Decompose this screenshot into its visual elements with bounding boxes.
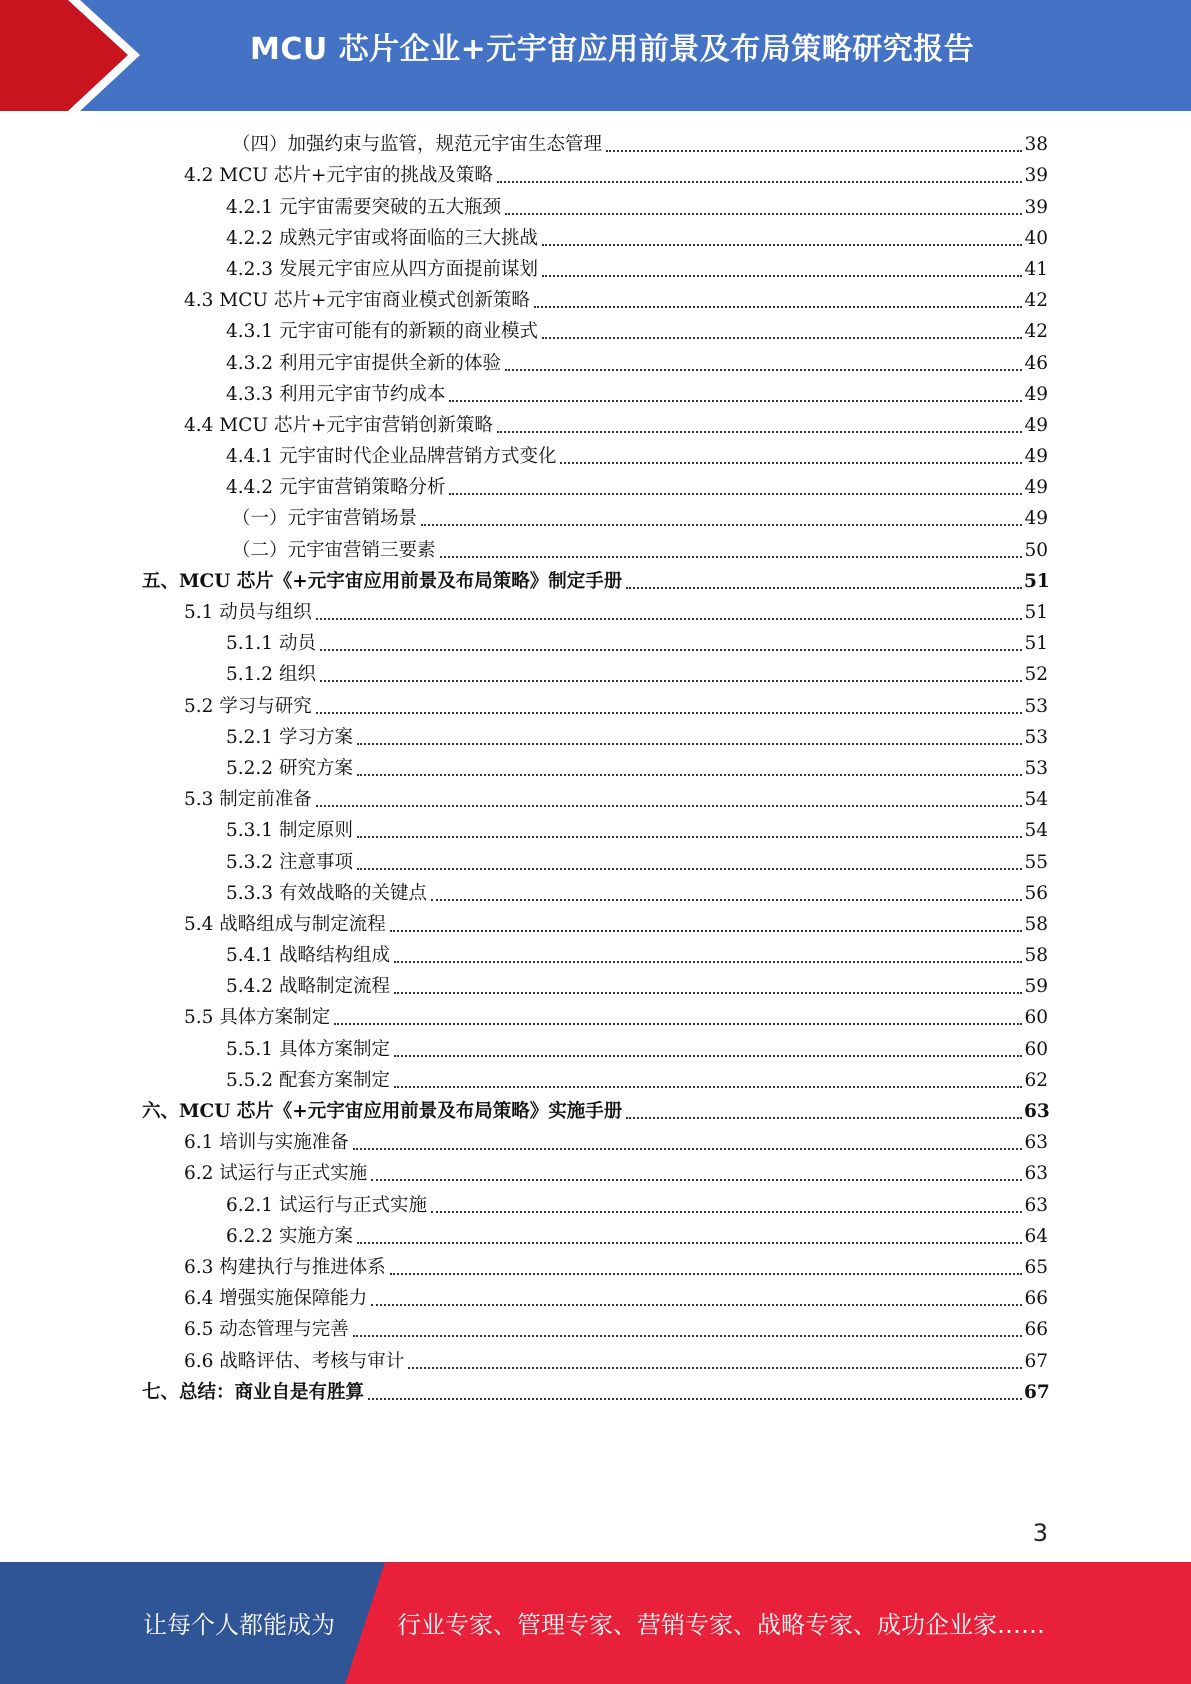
toc-dot-leader [408,1367,1022,1369]
toc-entry-title: 5.3.2 注意事项 [226,851,353,873]
toc-dot-leader [449,400,1022,402]
toc-entry[interactable] [0,752,1191,783]
toc-entry-title: 5.2.2 研究方案 [226,757,353,779]
toc-entry-page: 58 [1024,913,1048,935]
toc-entry-page: 53 [1024,757,1048,779]
toc-entry-page: 42 [1024,321,1048,343]
toc-entry-title: 5.3.1 制定原则 [226,820,353,842]
toc-dot-leader [431,1211,1022,1213]
toc-entry[interactable] [0,159,1191,190]
toc-dot-leader [626,587,1022,589]
page-number: 3 [1032,1519,1048,1547]
toc-dot-leader [316,618,1022,620]
toc-entry[interactable] [0,1126,1191,1157]
toc-entry[interactable] [0,908,1191,939]
toc-entry-page: 67 [1024,1381,1050,1403]
toc-dot-leader [371,1179,1022,1181]
toc-entry-title: 4.2 MCU 芯片+元宇宙的挑战及策略 [184,165,493,187]
toc-entry-page: 54 [1024,789,1048,811]
toc-entry[interactable] [0,596,1191,627]
toc-chapter-entry[interactable] [0,1095,1191,1126]
toc-entry-title: 4.3.2 利用元宇宙提供全新的体验 [226,352,501,374]
toc-entry-page: 49 [1024,383,1048,405]
toc-entry-page: 50 [1024,539,1048,561]
toc-entry[interactable] [0,970,1191,1001]
toc-entry[interactable] [0,1220,1191,1251]
toc-entry-page: 55 [1024,851,1048,873]
toc-entry[interactable] [0,1001,1191,1032]
toc-dot-leader [421,524,1022,526]
toc-entry-page: 63 [1024,1132,1048,1154]
toc-dot-leader [334,1023,1022,1025]
toc-dot-leader [505,369,1022,371]
toc-entry[interactable] [0,378,1191,409]
toc-entry-page: 42 [1024,290,1048,312]
toc-entry-page: 39 [1024,165,1048,187]
toc-entry-page: 64 [1024,1225,1048,1247]
toc-dot-leader [394,961,1022,963]
toc-entry-title: 6.5 动态管理与完善 [184,1319,349,1341]
toc-dot-leader [357,743,1022,745]
toc-entry[interactable] [0,1313,1191,1344]
toc-entry-page: 65 [1024,1256,1048,1278]
toc-entry[interactable] [0,658,1191,689]
toc-entry[interactable] [0,315,1191,346]
toc-entry-page: 49 [1024,508,1048,530]
toc-dot-leader [497,431,1022,433]
toc-entry[interactable] [0,222,1191,253]
toc-dot-leader [505,213,1022,215]
toc-entry[interactable] [0,939,1191,970]
toc-entry[interactable] [0,533,1191,564]
toc-entry-page: 56 [1024,882,1048,904]
toc-dot-leader [390,1273,1022,1275]
toc-entry-page: 51 [1024,633,1048,655]
toc-dot-leader [368,1398,1022,1400]
toc-dot-leader [497,181,1022,183]
toc-entry[interactable] [0,627,1191,658]
toc-dot-leader [542,337,1022,339]
toc-entry-title: 4.2.1 元宇宙需要突破的五大瓶颈 [226,196,501,218]
toc-entry-page: 49 [1024,477,1048,499]
toc-entry-title: 6.3 构建执行与推进体系 [184,1256,386,1278]
toc-entry[interactable] [0,440,1191,471]
toc-entry-page: 53 [1024,695,1048,717]
toc-entry-page: 53 [1024,726,1048,748]
toc-entry-page: 54 [1024,820,1048,842]
toc-entry-title: 4.3 MCU 芯片+元宇宙商业模式创新策略 [184,290,530,312]
toc-entry-title: 5.4.1 战略结构组成 [226,945,390,967]
toc-entry-page: 63 [1024,1163,1048,1185]
toc-entry-page: 46 [1024,352,1048,374]
toc-entry[interactable] [0,721,1191,752]
toc-dot-leader [394,992,1022,994]
toc-entry-title: 4.2.3 发展元宇宙应从四方面提前谋划 [226,258,538,280]
toc-entry-title: 5.5 具体方案制定 [184,1007,331,1029]
toc-entry-title: 4.2.2 成熟元宇宙或将面临的三大挑战 [226,227,538,249]
toc-entry-page: 38 [1024,134,1048,156]
toc-dot-leader [542,244,1022,246]
toc-entry[interactable] [0,1344,1191,1375]
toc-dot-leader [316,712,1022,714]
toc-entry-page: 62 [1024,1069,1048,1091]
toc-entry-page: 63 [1024,1101,1050,1122]
toc-entry-page: 49 [1024,446,1048,468]
toc-entry-page: 49 [1024,414,1048,436]
toc-entry-page: 39 [1024,196,1048,218]
toc-entry[interactable] [0,409,1191,440]
toc-entry[interactable] [0,1188,1191,1219]
toc-entry-title: 5.1.1 动员 [226,633,316,655]
toc-dot-leader [449,493,1022,495]
toc-entry-title: 6.2.1 试运行与正式实施 [226,1194,427,1216]
toc-entry-page: 60 [1024,1038,1048,1060]
toc-entry[interactable] [0,284,1191,315]
toc-entry[interactable] [0,128,1191,159]
toc-entry[interactable] [0,783,1191,814]
toc-dot-leader [357,1242,1022,1244]
toc-entry-title: 5.1.2 组织 [226,664,316,686]
toc-entry-title: 6.1 培训与实施准备 [184,1132,349,1154]
toc-entry-title: 6.2.2 实施方案 [226,1225,353,1247]
toc-dot-leader [357,836,1022,838]
toc-dot-leader [320,680,1022,682]
toc-entry[interactable] [0,814,1191,845]
toc-entry-page: 63 [1024,1194,1048,1216]
toc-dot-leader [626,1117,1022,1119]
footer-slogan-right: 行业专家、管理专家、营销专家、战略专家、成功企业家…… [397,1611,1045,1639]
toc-entry-page: 58 [1024,945,1048,967]
toc-entry-page: 60 [1024,1007,1048,1029]
toc-entry-title: 6.6 战略评估、考核与审计 [184,1350,405,1372]
toc-entry[interactable] [0,877,1191,908]
toc-entry-title: 七、总结：商业自是有胜算 [142,1381,365,1403]
toc-entry-title: 6.4 增强实施保障能力 [184,1288,368,1310]
toc-entry-title: （二）元宇宙营销三要素 [232,539,436,561]
toc-entry-page: 66 [1024,1319,1048,1341]
toc-entry-title: 5.5.2 配套方案制定 [226,1069,390,1091]
toc-entry-page: 51 [1024,570,1050,592]
toc-dot-leader [542,275,1022,277]
toc-entry-title: （一）元宇宙营销场景 [232,508,418,530]
toc-dot-leader [357,868,1022,870]
toc-dot-leader [390,930,1022,932]
toc-entry-title: 五、MCU 芯片《+元宇宙应用前景及布局策略》制定手册 [142,570,623,592]
toc-entry-title: 六、MCU 芯片《+元宇宙应用前景及布局策略》实施手册 [142,1101,623,1122]
toc-entry-title: 5.1 动员与组织 [184,602,312,623]
toc-entry-title: 4.3.3 利用元宇宙节约成本 [226,383,446,405]
toc-chapter-entry[interactable] [0,565,1191,596]
toc-entry-page: 66 [1024,1288,1048,1310]
toc-entry-page: 40 [1024,227,1048,249]
header-chevron-shape [0,0,160,111]
toc-entry-title: 4.3.1 元宇宙可能有的新颖的商业模式 [226,321,538,343]
toc-entry-title: 4.4 MCU 芯片+元宇宙营销创新策略 [184,414,493,436]
toc-dot-leader [534,306,1022,308]
toc-dot-leader [394,1086,1022,1088]
toc-entry-page: 67 [1024,1350,1048,1372]
toc-dot-leader [353,1148,1022,1150]
table-of-contents [0,128,1191,1407]
toc-dot-leader [320,649,1022,651]
toc-entry-title: 5.5.1 具体方案制定 [226,1038,390,1060]
toc-entry-title: 5.4.2 战略制定流程 [226,976,390,998]
toc-entry-page: 52 [1024,664,1048,686]
toc-entry-title: 4.4.2 元宇宙营销策略分析 [226,477,446,499]
page-footer [0,1562,1191,1684]
toc-dot-leader [431,899,1022,901]
footer-slogan-left: 让每个人都能成为 [143,1611,335,1639]
report-title: MCU 芯片企业+元宇宙应用前景及布局策略研究报告 [250,32,975,67]
toc-dot-leader [394,1055,1022,1057]
toc-entry[interactable] [0,502,1191,533]
toc-dot-leader [560,462,1022,464]
toc-entry[interactable] [0,346,1191,377]
toc-entry-title: 5.4 战略组成与制定流程 [184,913,386,935]
toc-entry-title: （四）加强约束与监管，规范元宇宙生态管理 [232,134,603,156]
toc-entry[interactable] [0,689,1191,720]
toc-entry[interactable] [0,845,1191,876]
toc-entry-title: 4.4.1 元宇宙时代企业品牌营销方式变化 [226,446,557,468]
toc-dot-leader [316,805,1022,807]
toc-entry[interactable] [0,1157,1191,1188]
toc-entry[interactable] [0,1064,1191,1095]
toc-entry[interactable] [0,1282,1191,1313]
toc-entry-title: 5.3 制定前准备 [184,789,312,811]
toc-entry[interactable] [0,190,1191,221]
toc-entry[interactable] [0,1251,1191,1282]
toc-entry[interactable] [0,1032,1191,1063]
toc-dot-leader [353,1335,1022,1337]
toc-entry[interactable] [0,471,1191,502]
toc-chapter-entry[interactable] [0,1376,1191,1407]
toc-entry-title: 5.2 学习与研究 [184,695,312,717]
toc-dot-leader [606,150,1022,152]
toc-entry-title: 5.2.1 学习方案 [226,726,353,748]
toc-entry-page: 41 [1024,258,1048,280]
toc-dot-leader [357,774,1022,776]
toc-entry-page: 59 [1024,976,1048,998]
toc-entry[interactable] [0,253,1191,284]
toc-dot-leader [440,556,1022,558]
toc-dot-leader [371,1304,1022,1306]
toc-entry-title: 5.3.3 有效战略的关键点 [226,882,427,904]
page-header [0,0,1191,111]
toc-entry-page: 51 [1024,602,1048,623]
toc-entry-title: 6.2 试运行与正式实施 [184,1163,368,1185]
